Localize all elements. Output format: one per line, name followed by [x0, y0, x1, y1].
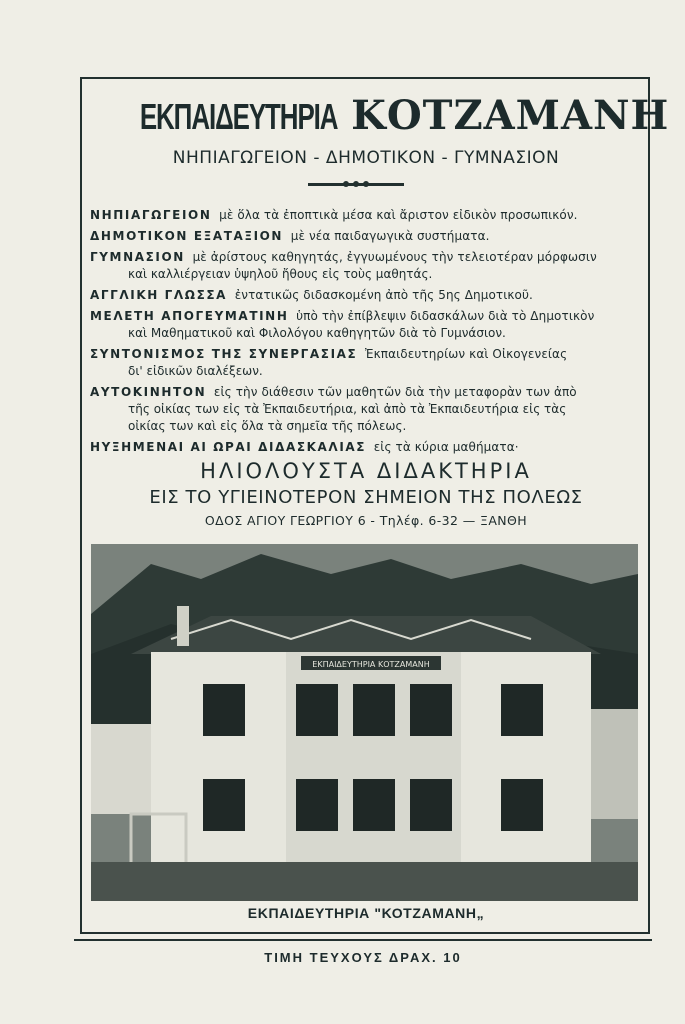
list-item — [90, 439, 650, 456]
list-item — [90, 228, 650, 245]
ground — [91, 862, 638, 901]
list-item — [90, 249, 650, 283]
building-sign: ΕΚΠΑΙΔΕΥΤΗΡΙΑ ΚΟΤΖΑΜΑΝΗ — [312, 660, 430, 669]
issue-price: ΤΙΜΗ ΤΕΥΧΟΥΣ ΔΡΑΧ. 10 — [264, 950, 462, 965]
item-text-continued: καὶ καλλιέργειαν ὑψηλοῦ ἤθους εἰς τοὺς μαθητάς. — [128, 267, 433, 281]
list-item — [90, 287, 650, 304]
ornament-dot — [343, 181, 349, 187]
bottom-rule — [74, 939, 652, 941]
sunny-classrooms-line: ΗΛΙΟΛΟΥΣΤΑ ΔΙΔΑΚΤΗΡΙΑ — [200, 459, 532, 483]
ornament-divider — [308, 183, 404, 186]
building-illustration — [91, 544, 638, 901]
ornament-dot — [363, 181, 369, 187]
right-house — [591, 709, 638, 819]
item-text: εἰς τὰ κύρια μαθήματα· — [373, 440, 519, 454]
heading-right: ΚΟΤΖΑΜΑΝΗ — [351, 92, 670, 139]
roof — [131, 616, 601, 654]
photo-caption: ΕΚΠΑΙΔΕΥΤΗΡΙΑ "ΚΟΤΖΑΜΑΝΗ„ — [247, 905, 485, 921]
window — [203, 779, 245, 831]
item-key: ΓΥΜΝΑΣΙΟΝ — [90, 250, 185, 264]
list-item — [90, 346, 650, 380]
ad-subtitle: ΝΗΠΙΑΓΩΓΕΙΟΝ - ΔΗΜΟΤΙΚΟΝ - ΓΥΜΝΑΣΙΟΝ — [172, 148, 560, 168]
ad-heading — [86, 92, 670, 144]
item-text: ὑπὸ τὴν ἐπίβλεψιν διδασκάλων διὰ τὸ Δημοτικὸν — [296, 309, 595, 323]
window — [501, 684, 543, 736]
item-text-continued: οἰκίας των καὶ εἰς ὅλα τὰ σημεῖα τῆς πόλεως. — [128, 419, 407, 433]
item-text: ἐντατικῶς διδασκομένη ἀπὸ τῆς 5ης Δημοτικοῦ. — [234, 288, 533, 302]
window — [203, 684, 245, 736]
item-key: ΑΥΤΟΚΙΝΗΤΟΝ — [90, 385, 207, 399]
list-item — [90, 207, 650, 224]
item-text: μὲ ἀρίστους καθηγητάς, ἐγγυωμένους τὴν τελειοτέραν μόρφωσιν — [192, 250, 597, 264]
list-item — [90, 308, 650, 342]
item-key: ΝΗΠΙΑΓΩΓΕΙΟΝ — [90, 208, 212, 222]
window — [296, 779, 338, 831]
left-house — [91, 724, 151, 814]
item-text-continued: καὶ Μαθηματικοῦ καὶ Φιλολόγου καθηγητῶν διὰ τὸ Γυμνάσιον. — [128, 326, 506, 340]
window — [410, 684, 452, 736]
item-key: ΔΗΜΟΤΙΚΟΝ ΕΞΑΤΑΞΙΟΝ — [90, 229, 284, 243]
window — [501, 779, 543, 831]
item-text-continued: τῆς οἰκίας των εἰς τὰ Ἐκπαιδευτήρια, καὶ ἀπὸ τὰ Ἐκπαιδευτήρια εἰς τὰς — [128, 402, 567, 416]
building-center — [286, 652, 461, 864]
ornament-dot — [353, 181, 359, 187]
item-text: μὲ νέα παιδαγωγικὰ συστήματα. — [290, 229, 490, 243]
window — [353, 684, 395, 736]
healthiest-location-line: ΕΙΣ ΤΟ ΥΓΙΕΙΝΟΤΕΡΟΝ ΣΗΜΕΙΟΝ ΤΗΣ ΠΟΛΕΩΣ — [149, 487, 583, 508]
item-key: ΜΕΛΕΤΗ ΑΠΟΓΕΥΜΑΤΙΝΗ — [90, 309, 289, 323]
window — [410, 779, 452, 831]
window — [353, 779, 395, 831]
address-line: ΟΔΟΣ ΑΓΙΟΥ ΓΕΩΡΓΙΟΥ 6 - Τηλέφ. 6-32 — ΞΑΝΘΗ — [204, 513, 528, 528]
heading-left: ΕΚΠΑΙΔΕΥΤΗΡΙΑ — [139, 96, 338, 137]
window — [296, 684, 338, 736]
item-key: ΑΓΓΛΙΚΗ ΓΛΩΣΣΑ — [90, 288, 228, 302]
school-building-photo — [91, 544, 638, 901]
item-key: ΗΥΞΗΜΕΝΑΙ ΑΙ ΩΡΑΙ ΔΙΔΑΣΚΑΛΙΑΣ — [90, 440, 367, 454]
item-key: ΣΥΝΤΟΝΙΣΜΟΣ ΤΗΣ ΣΥΝΕΡΓΑΣΙΑΣ — [90, 347, 358, 361]
list-item — [90, 384, 650, 435]
item-text: Ἐκπαιδευτηρίων καὶ Οἰκογενείας — [365, 347, 568, 361]
item-text: εἰς τὴν διάθεσιν τῶν μαθητῶν διὰ τὴν μεταφορὰν των ἀπὸ — [213, 385, 577, 399]
chimney — [177, 606, 189, 646]
feature-list — [90, 207, 650, 456]
item-text: μὲ ὅλα τὰ ἐποπτικὰ μέσα καὶ ἄριστον εἰδικὸν προσωπικόν. — [219, 208, 578, 222]
item-text-continued: δι' εἰδικῶν διαλέξεων. — [128, 364, 263, 378]
